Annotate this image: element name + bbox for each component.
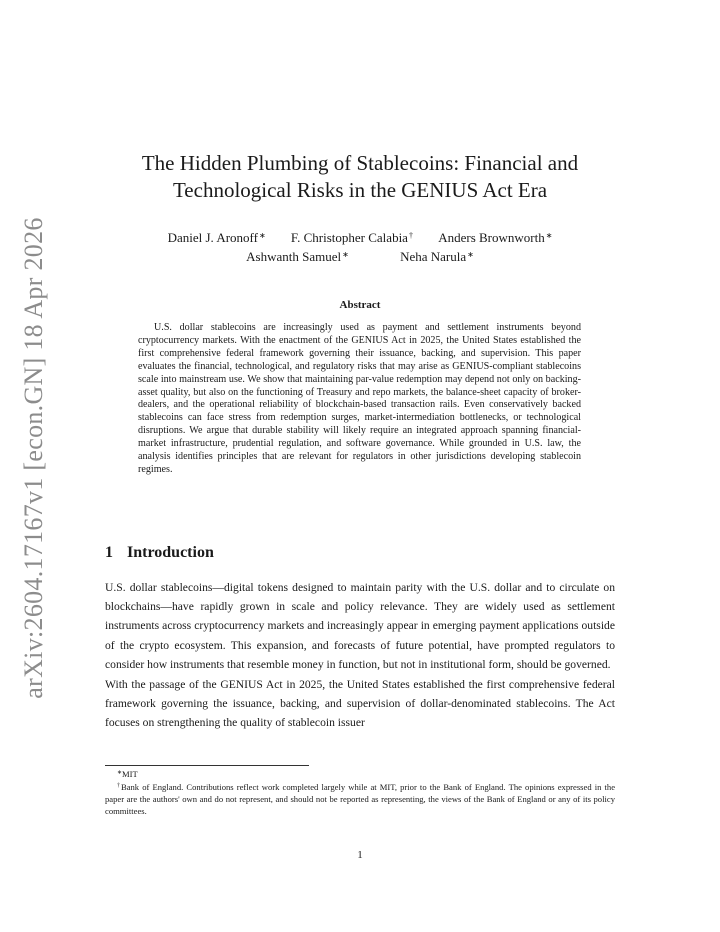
author <box>246 246 349 265</box>
section-heading <box>105 544 214 562</box>
author-name: Daniel J. Aronoff <box>167 230 258 245</box>
footnote <box>105 767 615 780</box>
author-row-2 <box>100 246 620 265</box>
footnote-mark: † <box>117 783 121 789</box>
page-number: 1 <box>357 849 363 861</box>
arxiv-stamp-text: arXiv:2604.17167v1 [econ.GN] 18 Apr 2026 <box>19 217 48 699</box>
section-number: 1 <box>105 544 113 561</box>
author <box>438 227 552 246</box>
footnote-text: Bank of England. Contributions reflect work completed largely while at MIT, prior to the Bank of England. The opinions expressed in the paper are the authors' own and do not represent, and should not be reported as representing, the views of the Bank of England or any of its policy committees. <box>105 782 616 816</box>
author <box>291 227 413 246</box>
author-affiliation-mark: ∗ <box>545 231 553 240</box>
author-affiliation-mark: ∗ <box>258 231 266 240</box>
author <box>400 246 474 265</box>
author-name: Neha Narula <box>400 249 467 264</box>
author <box>168 227 266 246</box>
author-affiliation-mark: ∗ <box>467 250 474 259</box>
footnote-text: MIT <box>122 769 138 779</box>
title-line-2: Technological Risks in the GENIUS Act Era <box>172 178 548 202</box>
abstract-heading: Abstract <box>339 299 381 311</box>
body-paragraph: U.S. dollar stablecoins—digital tokens designed to maintain parity with the U.S. dollar and to circulate on blockchains—have rapidly grown in scale and policy relevance. They are widely used as settlement instruments across cryptocurrency markets and increasingly appear in emerging payment applications outside of the crypto ecosystem. This expansion, and forecasts of future potential, have prompted regulators to consider how instruments that resemble money in function, but not in institutional form, should be governed. <box>105 581 615 671</box>
author-name: Anders Brownworth <box>438 230 545 245</box>
footnotes <box>105 767 615 817</box>
author-name: Ashwanth Samuel <box>246 249 342 264</box>
title-line-1: The Hidden Plumbing of Stablecoins: Financial and <box>141 151 579 175</box>
footnote <box>105 780 615 817</box>
author-affiliation-mark: ∗ <box>342 250 349 259</box>
author-row-1 <box>100 227 620 246</box>
footnote-mark: ∗ <box>117 770 123 776</box>
abstract-text: U.S. dollar stablecoins are increasingly used as payment and settlement instruments beyond cryptocurrency markets. With the enactment of the GENIUS Act in 2025, the United States established the first comprehensive federal framework governing their issuance, backing, and supervision. This paper evaluates the financial, technological, and regulatory risks that may arise as GENIUS-compliant stablecoins scale into mainstream use. We show that maintaining par-value redemption may depend not only on backing-asset quality, but also on the functioning of Treasury and repo markets, the balance-sheet capacity of broker-dealers, and the operational reliability of blockchain-based transaction rails. Even conservatively backed stablecoins can face stress from redemption surges, market-intermediation bottlenecks, or technological disruptions. We argue that durable stability will likely require an integrated approach spanning financial-market infrastructure, prudential regulation, and software governance. While grounded in U.S. law, the analysis identifies principles that are relevant for regulators in other jurisdictions developing stablecoin regimes. <box>138 322 581 475</box>
body-paragraph: With the passage of the GENIUS Act in 2025, the United States established the first comprehensive federal framework governing the issuance, backing, and supervision of dollar-denominated stablecoins. The Act focuses on strengthening the quality of stablecoin issuer <box>105 678 615 730</box>
footnote-divider <box>105 765 309 766</box>
author-name: F. Christopher Calabia <box>290 230 408 245</box>
section-title: Introduction <box>127 544 214 561</box>
author-affiliation-mark: † <box>408 231 413 240</box>
author-list <box>100 227 620 265</box>
paper-title <box>100 150 620 204</box>
